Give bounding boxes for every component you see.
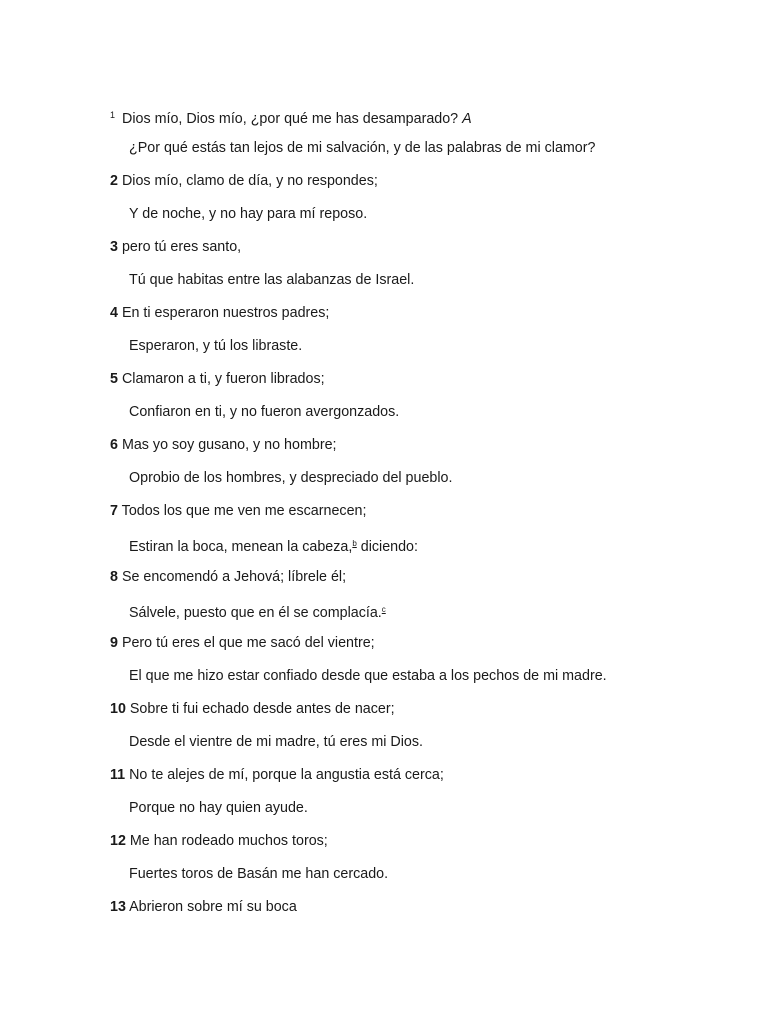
- verse-number: 1: [110, 110, 116, 120]
- verse-text: pero tú eres santo,: [121, 239, 242, 255]
- verse-text: Sobre ti fui echado desde antes de nacer;: [129, 701, 395, 717]
- verse-text: No te alejes de mí, porque la angustia está cerca;: [129, 767, 444, 783]
- verse-9-line: [110, 633, 750, 666]
- verse-number: 6: [110, 437, 118, 453]
- verse-3-continuation: [110, 270, 750, 303]
- verse-3-line: [110, 237, 750, 270]
- verse-text: Dios mío, Dios mío, ¿por qué me has desamparado?: [122, 111, 459, 127]
- verse-13-line: [110, 897, 750, 930]
- verse-number: 7: [110, 503, 118, 519]
- verse-text: ¿Por qué estás tan lejos de mi salvación, y de las palabras de mi clamor?: [129, 140, 596, 156]
- verse-text: Pero tú eres el que me sacó del vientre;: [121, 635, 375, 651]
- verse-1-continuation: [110, 138, 750, 171]
- verse-text: diciendo:: [356, 539, 418, 555]
- verse-6-continuation: [110, 468, 750, 501]
- verse-4-line: [110, 303, 750, 336]
- verse-text: Dios mío, clamo de día, y no respondes;: [121, 173, 378, 189]
- verse-text: Me han rodeado muchos toros;: [129, 833, 328, 849]
- verse-note: A: [462, 111, 472, 127]
- verse-7-continuation: [110, 534, 750, 567]
- verse-number: 12: [110, 833, 126, 849]
- verse-text: Abrieron sobre mí su boca: [129, 899, 297, 915]
- verse-1-line: [110, 105, 750, 138]
- verse-number: 2: [110, 173, 118, 189]
- verse-2-line: [110, 171, 750, 204]
- verse-text: Mas yo soy gusano, y no hombre;: [121, 437, 337, 453]
- verse-text: Sálvele, puesto que en él se complacía.: [129, 605, 382, 621]
- verse-number: 3: [110, 239, 118, 255]
- verse-number: 4: [110, 305, 118, 321]
- verse-text: Porque no hay quien ayude.: [129, 800, 308, 816]
- verse-text: En ti esperaron nuestros padres;: [121, 305, 330, 321]
- verse-text: Desde el vientre de mi madre, tú eres mi Dios.: [129, 734, 423, 750]
- verse-text: Estiran la boca, menean la cabeza,: [129, 539, 353, 555]
- verse-10-line: [110, 699, 750, 732]
- verse-number: 10: [110, 701, 126, 717]
- verse-8-continuation: [110, 600, 750, 633]
- verse-8-line: [110, 567, 750, 600]
- verse-text: Clamaron a ti, y fueron librados;: [121, 371, 325, 387]
- verse-text: Tú que habitas entre las alabanzas de Israel.: [129, 272, 415, 288]
- verse-text: Y de noche, y no hay para mí reposo.: [129, 206, 368, 222]
- verse-text: Fuertes toros de Basán me han cercado.: [129, 866, 389, 882]
- verse-number: 5: [110, 371, 118, 387]
- verse-text: Confiaron en ti, y no fueron avergonzados.: [129, 404, 400, 420]
- verse-7-line: [110, 501, 750, 534]
- verse-12-continuation: [110, 864, 750, 897]
- verse-12-line: [110, 831, 750, 864]
- verse-number: 11: [110, 767, 126, 783]
- verse-9-continuation: [110, 666, 750, 699]
- verse-text: Todos los que me ven me escarnecen;: [121, 503, 367, 519]
- verse-text: Oprobio de los hombres, y despreciado del pueblo.: [129, 470, 453, 486]
- footnote-link[interactable]: b: [352, 539, 357, 548]
- verse-text: El que me hizo estar confiado desde que estaba a los pechos de mi madre.: [129, 668, 607, 684]
- verse-text: Se encomendó a Jehová; líbrele él;: [121, 569, 347, 585]
- verse-11-line: [110, 765, 750, 798]
- verse-number: 13: [110, 899, 126, 915]
- verse-text: Esperaron, y tú los libraste.: [129, 338, 303, 354]
- verse-5-continuation: [110, 402, 750, 435]
- verse-11-continuation: [110, 798, 750, 831]
- verse-2-continuation: [110, 204, 750, 237]
- verse-number: 8: [110, 569, 118, 585]
- verse-10-continuation: [110, 732, 750, 765]
- verse-5-line: [110, 369, 750, 402]
- verse-number: 9: [110, 635, 118, 651]
- psalm-verses: [110, 105, 750, 930]
- footnote-link[interactable]: c: [381, 605, 386, 614]
- verse-6-line: [110, 435, 750, 468]
- verse-4-continuation: [110, 336, 750, 369]
